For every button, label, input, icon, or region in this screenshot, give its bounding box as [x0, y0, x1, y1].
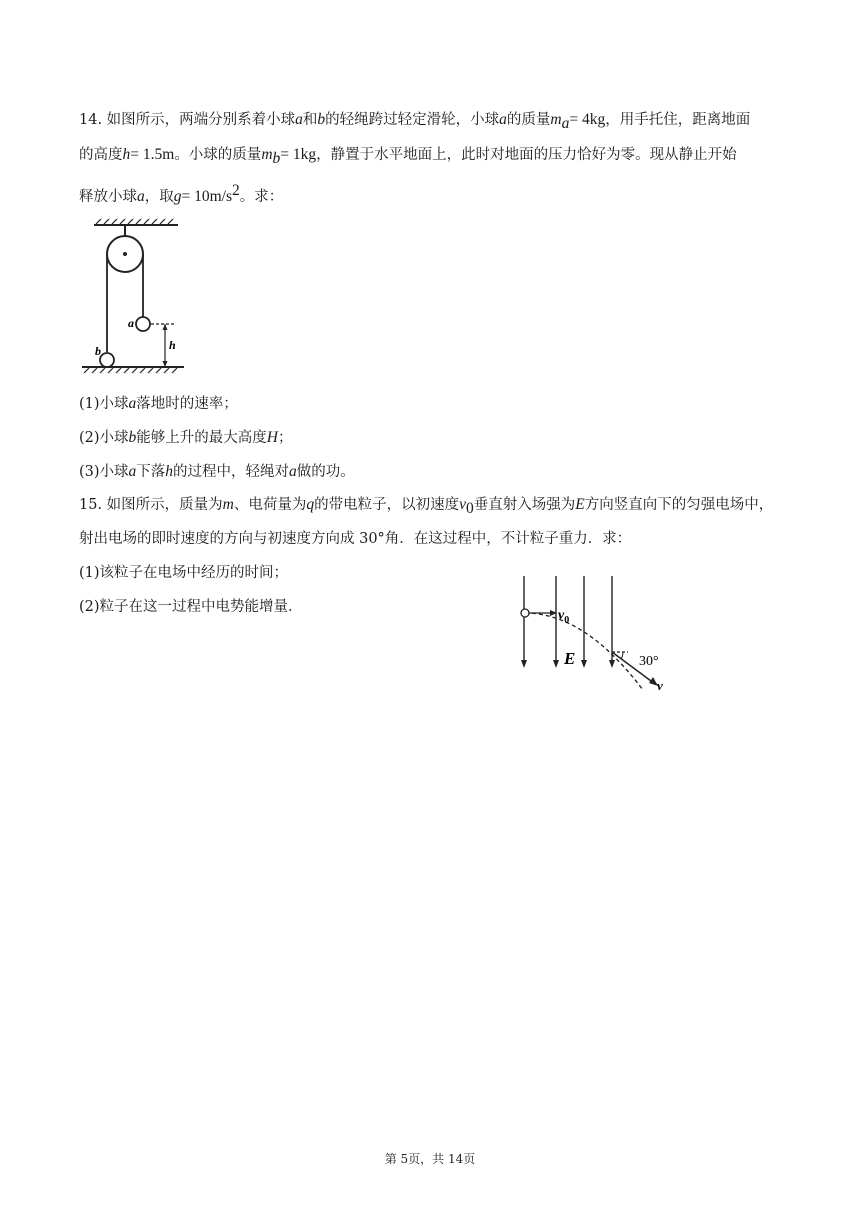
q15-line-1: 15. 如图所示，质量为m、电荷量为q的带电粒子，以初速度$v_0$垂直射入场强为E方向竖直向下的匀强电场中，: [79, 496, 774, 517]
q14-line-2: 的高度h= 1.5m。小球的质量$m_b= 1kg$，静置于水平地面上，此时对地面的压力恰好为零。现从静止开始: [79, 146, 737, 167]
gravity-value: = 10m/s: [181, 187, 233, 205]
q14-sub-2: (2)小球b能够上升的最大高度H；: [79, 429, 293, 446]
label-E: E: [564, 649, 576, 668]
label-v0: $v_0$: [558, 608, 570, 626]
label-angle: 30°: [639, 654, 659, 669]
ball-a: [136, 317, 150, 331]
q14-sub-3: (3)小球a下落h的过程中，轻绳对a做的功。: [79, 463, 355, 480]
label-h: h: [169, 338, 176, 352]
page-footer: 第 5页，共 14页: [384, 1152, 476, 1166]
q15-line-2: 射出电场的即时速度的方向与初速度方向成 30°角．在这过程中，不计粒子重力．求：: [79, 531, 632, 547]
q15-sub-1: (1)该粒子在电场中经历的时间；: [79, 565, 289, 581]
label-b: b: [95, 344, 101, 358]
electric-field-figure: [515, 572, 675, 697]
ball-b: [100, 353, 114, 367]
ground: [82, 367, 184, 373]
particle: [521, 609, 529, 617]
label-v: v: [657, 678, 663, 693]
q14-number: 14.: [79, 112, 103, 128]
label-a: a: [128, 316, 134, 330]
angle-arc: [621, 652, 623, 659]
q15-sub-2: (2)粒子在这一过程中电势能增量．: [79, 599, 303, 615]
height-value: = 1.5m: [130, 146, 175, 163]
mass-b-value: = 1kg: [280, 146, 317, 163]
q14-line-3: 释放小球a，取$g= 10m/s^2$。求：: [79, 182, 284, 205]
mass-a-value: = 4kg: [569, 111, 606, 128]
q15-number: 15.: [79, 497, 103, 513]
q14-sub-1: (1)小球a落地时的速率；: [79, 395, 238, 412]
pulley-figure: [78, 218, 198, 378]
ceiling: [94, 219, 178, 225]
q14-line-1: 14. 如图所示，两端分别系着小球a和b的轻绳跨过轻定滑轮，小球a的质量$m_a= 4kg$，用手托住，距离地面: [79, 111, 751, 132]
